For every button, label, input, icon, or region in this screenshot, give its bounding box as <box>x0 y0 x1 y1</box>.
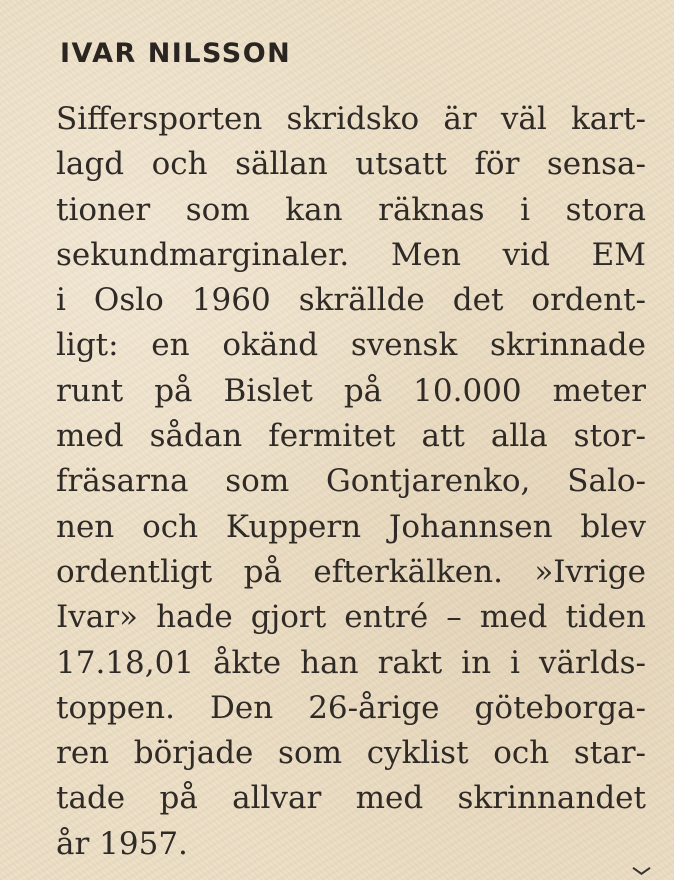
article-line: nen och Kuppern Johannsen blev <box>56 508 646 545</box>
printers-mark-icon <box>632 868 652 878</box>
article-line: i Oslo 1960 skrällde det ordent- <box>56 282 646 319</box>
article-line: fräsarna som Gontjarenko, Salo- <box>56 463 646 500</box>
article-line: sekundmarginaler. Men vid EM <box>56 236 646 273</box>
article-body <box>56 98 646 868</box>
article-heading: IVAR NILSSON <box>60 38 292 69</box>
article-line: ordentligt på efterkälken. »Ivrige <box>56 553 646 590</box>
article-line: lagd och sällan utsatt för sensa- <box>56 146 646 183</box>
article-line: år 1957. <box>56 825 188 862</box>
article-line: runt på Bislet på 10.000 meter <box>56 372 646 409</box>
article-line: ren började som cyklist och star- <box>56 735 646 772</box>
article-line: Siffersporten skridsko är väl kart- <box>56 101 646 137</box>
article-line: 17.18,01 åkte han rakt in i världs- <box>56 644 646 681</box>
article-line: tioner som kan räknas i stora <box>56 191 646 228</box>
article-line: toppen. Den 26-årige göteborga- <box>56 689 646 726</box>
article-line: tade på allvar med skrinnandet <box>56 780 646 817</box>
article-line: med sådan fermitet att alla stor- <box>56 418 646 455</box>
article-line: Ivar» hade gjort entré – med tiden <box>56 599 646 636</box>
article-line: ligt: en okänd svensk skrinnade <box>56 327 646 364</box>
